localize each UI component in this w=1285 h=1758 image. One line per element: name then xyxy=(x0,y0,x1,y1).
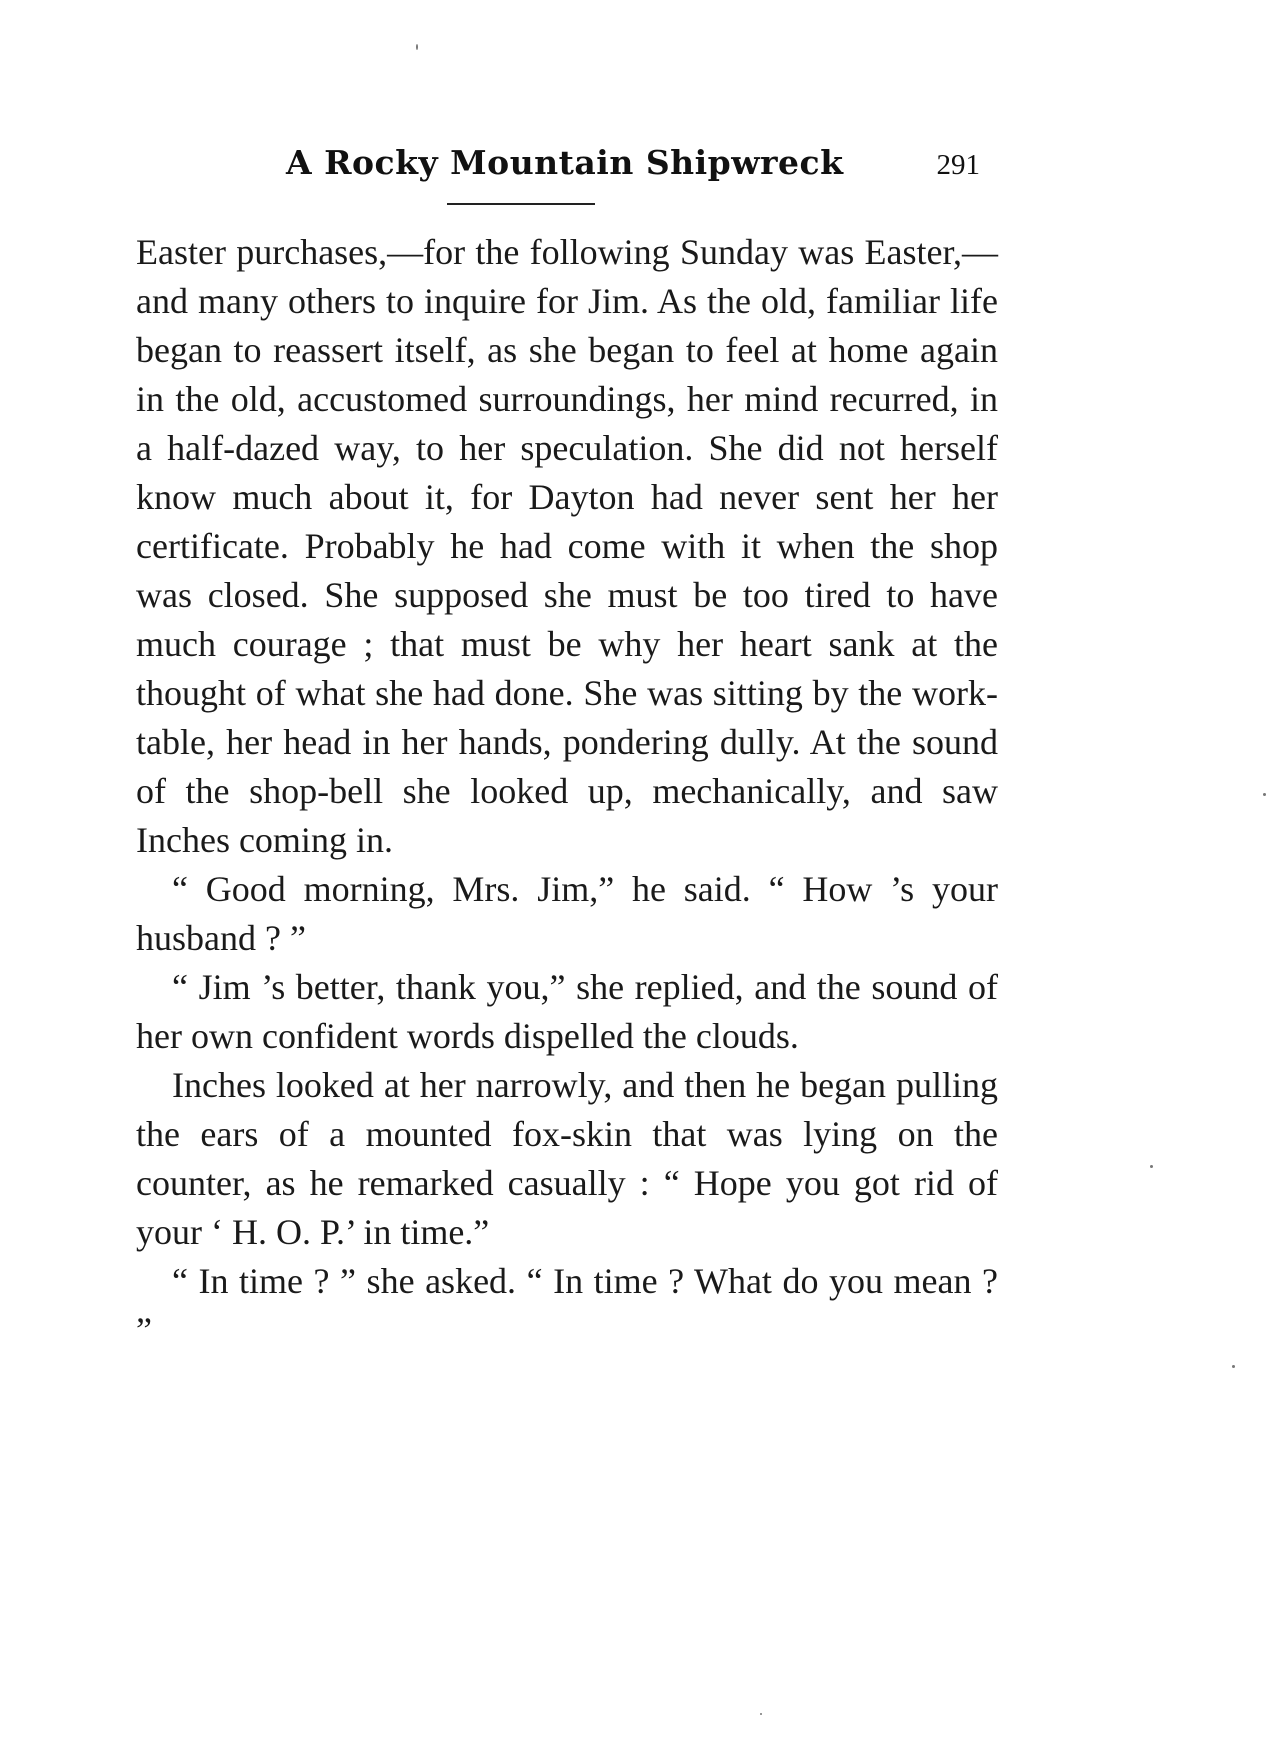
scan-speck xyxy=(1232,1365,1235,1368)
paragraph: Inches looked at her narrowly, and then he began pulling the ears of a mounted fox-skin that was lying on the counter, as he remarked casually : “ Hope you got rid of your ‘ H. O. P.’ in time.” xyxy=(136,1065,998,1252)
scan-speck xyxy=(416,44,418,50)
running-head xyxy=(136,143,1000,193)
scan-speck xyxy=(1150,1165,1153,1168)
paragraph: “ In time ? ” she asked. “ In time ? What do you mean ? ” xyxy=(136,1261,998,1350)
body-text xyxy=(136,228,998,1355)
scan-speck xyxy=(760,1713,762,1715)
paragraph: “ Good morning, Mrs. Jim,” he said. “ How ’s your husband ? ” xyxy=(136,869,998,958)
running-title: A Rocky Mountain Shipwreck xyxy=(286,143,844,182)
paragraph: Easter purchases,—for the following Sunday was Easter,—and many others to inquire for Jim. As the old, familiar life began to reassert itself, as she began to feel at home again in the old, accustomed surroundings, her mind recurred, in a half-dazed way, to her speculation. She did not herself know much about it, for Dayton had never sent her her certificate. Probably he had come with it when the shop was closed. She supposed she must be too tired to have much courage ; that must be why her heart sank at the thought of what she had done. She was sitting by the work-table, her head in her hands, pondering dully. At the sound of the shop-bell she looked up, mechanically, and saw Inches coming in. xyxy=(136,232,998,860)
scan-speck xyxy=(1263,793,1266,796)
paragraph: “ Jim ’s better, thank you,” she replied, and the sound of her own confident words dispelled the clouds. xyxy=(136,967,998,1056)
header-rule xyxy=(447,203,595,205)
page-number: 291 xyxy=(936,149,980,181)
